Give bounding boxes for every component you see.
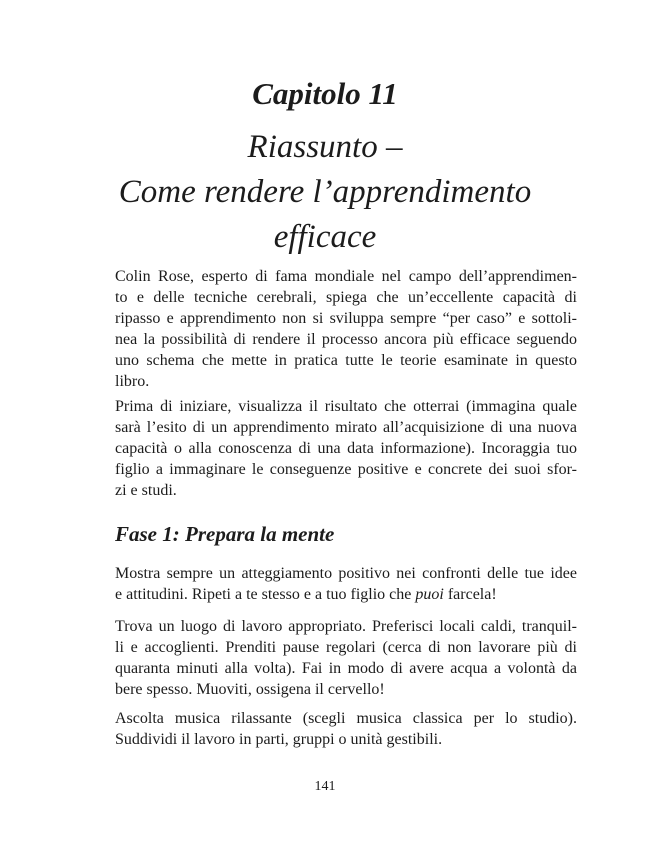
text-line <box>115 584 577 605</box>
text-line: ripasso e apprendimento non si sviluppa sempre “per caso” e sottoli- <box>115 310 577 327</box>
text-line: libro. <box>115 373 150 390</box>
text-segment: e attitudini. Ripeti a te stesso e a tuo figlio che <box>115 586 416 603</box>
emphasis-text: puoi <box>415 586 444 603</box>
chapter-title-line: Come rendere l’apprendimento <box>118 174 532 210</box>
text-line: zi e studi. <box>115 482 177 499</box>
music-paragraph <box>115 708 577 750</box>
text-line: li e accoglienti. Prenditi pause regolari (cerca di non lavorare più di <box>115 639 577 656</box>
text-line: figlio a immaginare le conseguenze positive e concrete dei suoi sfor- <box>115 461 577 478</box>
text-line: Trova un luogo di lavoro appropriato. Preferisci locali caldi, tranquil- <box>115 618 577 635</box>
text-line: Suddividi il lavoro in parti, gruppi o unità gestibili. <box>115 731 443 748</box>
section-heading: Fase 1: Prepara la mente <box>115 522 335 546</box>
chapter-title-line: efficace <box>273 219 377 255</box>
text-line: uno schema che mette in pratica tutte le teorie esaminate in questo <box>115 352 577 369</box>
workplace-paragraph <box>115 616 577 700</box>
text-line: Colin Rose, esperto di fama mondiale nel campo dell’apprendimen- <box>115 268 577 285</box>
text-line: sarà l’esito di un apprendimento mirato all’acquisizione di una nuova <box>115 419 577 436</box>
chapter-title <box>60 125 590 260</box>
chapter-number: Capitolo 11 <box>252 76 398 111</box>
intro-paragraph <box>115 266 577 392</box>
attitude-paragraph <box>115 563 577 605</box>
text-line: capacità o alla conoscenza di una data informazione). Incoraggia tuo <box>115 440 577 457</box>
page-number: 141 <box>314 779 336 794</box>
text-line: Ascolta musica rilassante (scegli musica classica per lo studio). <box>115 710 577 727</box>
text-segment: farcela! <box>443 586 497 603</box>
text-line: nea la possibilità di rendere il processo ancora più efficace seguendo <box>115 331 577 348</box>
text-line: to e delle tecniche cerebrali, spiega che un’eccellente capacità di <box>115 289 577 306</box>
text-line: Mostra sempre un atteggiamento positivo nei confronti delle tue idee <box>115 565 577 582</box>
text-line: Prima di iniziare, visualizza il risultato che otterrai (immagina quale <box>115 398 577 415</box>
visualize-paragraph <box>115 396 577 501</box>
text-line: bere spesso. Muoviti, ossigena il cervello! <box>115 681 385 698</box>
chapter-title-line: Riassunto – <box>247 129 403 165</box>
text-line: quaranta minuti alla volta). Fai in modo di avere acqua a volontà da <box>115 660 577 677</box>
